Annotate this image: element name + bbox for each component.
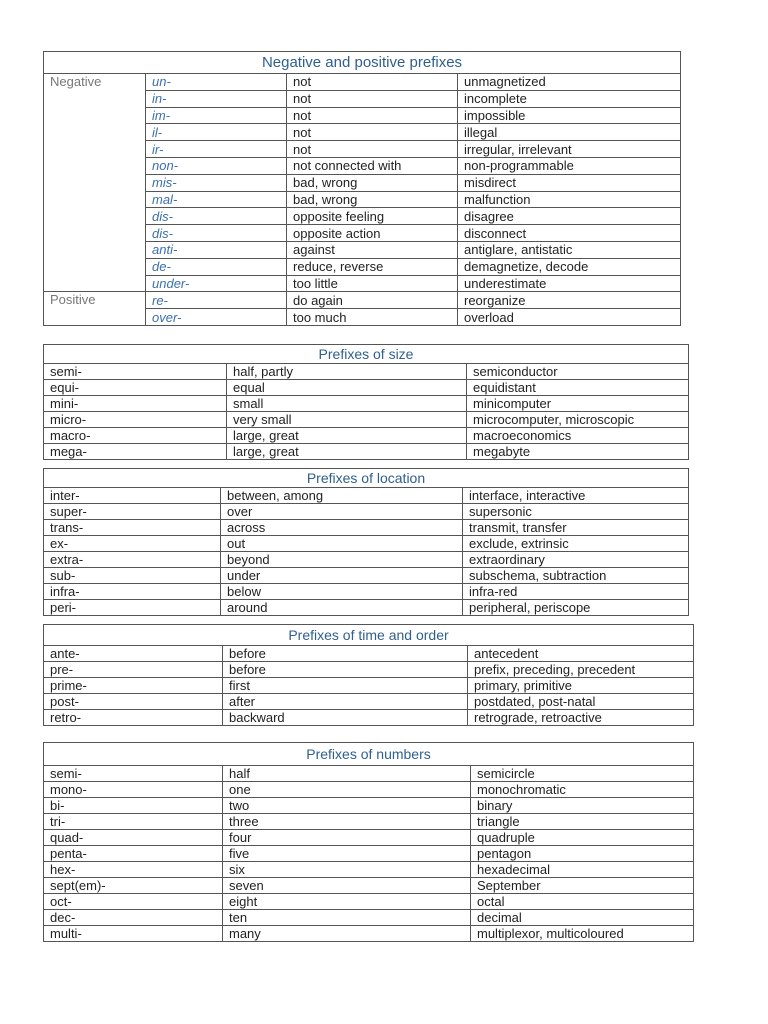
table-row	[44, 862, 694, 878]
table-row	[44, 520, 689, 536]
table-cell: not connected with	[287, 157, 458, 174]
table-cell: bad, wrong	[287, 191, 458, 208]
table-cell: equidistant	[467, 380, 689, 396]
table-row	[44, 662, 694, 678]
table-cell: multi-	[44, 926, 223, 942]
table-cell: infra-red	[463, 584, 689, 600]
table-cell: reorganize	[458, 292, 681, 309]
table-cell: subschema, subtraction	[463, 568, 689, 584]
table-row	[44, 292, 681, 309]
table-cell: between, among	[221, 488, 463, 504]
table-cell: primary, primitive	[468, 678, 694, 694]
table-cell: mono-	[44, 782, 223, 798]
table-cell: not	[287, 74, 458, 91]
table-cell: semicircle	[471, 766, 694, 782]
table-cell: triangle	[471, 814, 694, 830]
table-cell: semi-	[44, 364, 227, 380]
table-cell: too little	[287, 275, 458, 292]
table-cell: retro-	[44, 710, 223, 726]
table-cell: hex-	[44, 862, 223, 878]
table-cell: incomplete	[458, 90, 681, 107]
table-cell: mal-	[146, 191, 287, 208]
table-cell: in-	[146, 90, 287, 107]
table-cell: backward	[223, 710, 468, 726]
table-cell: September	[471, 878, 694, 894]
table-cell: quad-	[44, 830, 223, 846]
table-cell: anti-	[146, 241, 287, 258]
table-cell: bad, wrong	[287, 174, 458, 191]
table-cell: ante-	[44, 646, 223, 662]
table-cell: supersonic	[463, 504, 689, 520]
table-cell: im-	[146, 107, 287, 124]
table-cell: il-	[146, 124, 287, 141]
table-cell: not	[287, 124, 458, 141]
table-cell: half, partly	[227, 364, 467, 380]
table-row	[44, 710, 694, 726]
table-cell: disagree	[458, 208, 681, 225]
table-cell: two	[223, 798, 471, 814]
table-cell: decimal	[471, 910, 694, 926]
table-cell: four	[223, 830, 471, 846]
table-cell: dec-	[44, 910, 223, 926]
table-cell: under	[221, 568, 463, 584]
table-cell: very small	[227, 412, 467, 428]
table-row	[44, 536, 689, 552]
table-cell: transmit, transfer	[463, 520, 689, 536]
table-row	[44, 646, 694, 662]
table-cell: post-	[44, 694, 223, 710]
table-cell: beyond	[221, 552, 463, 568]
table-cell: pre-	[44, 662, 223, 678]
table-cell: underestimate	[458, 275, 681, 292]
table-cell: prime-	[44, 678, 223, 694]
table-cell: prefix, preceding, precedent	[468, 662, 694, 678]
table-row	[44, 364, 689, 380]
table-cell: micro-	[44, 412, 227, 428]
table-cell: large, great	[227, 428, 467, 444]
table-cell: not	[287, 107, 458, 124]
table-cell: antecedent	[468, 646, 694, 662]
table-cell: after	[223, 694, 468, 710]
table-cell: non-programmable	[458, 157, 681, 174]
table-cell: seven	[223, 878, 471, 894]
table-cell: ir-	[146, 141, 287, 158]
table-cell: opposite action	[287, 225, 458, 242]
table-cell: retrograde, retroactive	[468, 710, 694, 726]
table-title: Prefixes of time and order	[44, 625, 694, 646]
table-cell: dis-	[146, 225, 287, 242]
table-cell: below	[221, 584, 463, 600]
table-row	[44, 504, 689, 520]
table-cell: penta-	[44, 846, 223, 862]
table-cell: peripheral, periscope	[463, 600, 689, 616]
table-cell: unmagnetized	[458, 74, 681, 91]
table-cell: three	[223, 814, 471, 830]
table-row	[44, 380, 689, 396]
table-cell: antiglare, antistatic	[458, 241, 681, 258]
table-cell: many	[223, 926, 471, 942]
table-title: Prefixes of numbers	[44, 743, 694, 766]
table-cell: minicomputer	[467, 396, 689, 412]
table-cell: eight	[223, 894, 471, 910]
table-row	[44, 894, 694, 910]
table-cell: inter-	[44, 488, 221, 504]
table-title: Prefixes of size	[44, 345, 689, 364]
number-prefixes-table	[43, 742, 694, 942]
table-cell: around	[221, 600, 463, 616]
table-cell: small	[227, 396, 467, 412]
location-prefixes-table	[43, 468, 689, 616]
table-cell: bi-	[44, 798, 223, 814]
table-cell: before	[223, 646, 468, 662]
table-row	[44, 782, 694, 798]
table-row	[44, 926, 694, 942]
table-row	[44, 396, 689, 412]
table-cell: across	[221, 520, 463, 536]
table-cell: super-	[44, 504, 221, 520]
time-order-prefixes-table	[43, 624, 694, 726]
table-row	[44, 412, 689, 428]
negative-positive-prefixes-table	[43, 51, 681, 326]
table-title: Negative and positive prefixes	[44, 52, 681, 74]
table-row	[44, 428, 689, 444]
table-cell: mis-	[146, 174, 287, 191]
table-cell: half	[223, 766, 471, 782]
table-row	[44, 694, 694, 710]
table-cell: out	[221, 536, 463, 552]
table-cell: macroeconomics	[467, 428, 689, 444]
table-cell: megabyte	[467, 444, 689, 460]
table-cell: tri-	[44, 814, 223, 830]
size-prefixes-table	[43, 344, 689, 460]
table-row	[44, 678, 694, 694]
table-cell: extra-	[44, 552, 221, 568]
table-cell: binary	[471, 798, 694, 814]
table-cell: macro-	[44, 428, 227, 444]
table-cell: equal	[227, 380, 467, 396]
table-cell: do again	[287, 292, 458, 309]
table-cell: sub-	[44, 568, 221, 584]
table-cell: ten	[223, 910, 471, 926]
table-cell: too much	[287, 309, 458, 326]
table-row	[44, 910, 694, 926]
table-cell: mini-	[44, 396, 227, 412]
table-row	[44, 814, 694, 830]
table-cell: trans-	[44, 520, 221, 536]
table-cell: octal	[471, 894, 694, 910]
table-cell: exclude, extrinsic	[463, 536, 689, 552]
table-cell: ex-	[44, 536, 221, 552]
table-cell: semi-	[44, 766, 223, 782]
table-cell: illegal	[458, 124, 681, 141]
table-row	[44, 568, 689, 584]
table-cell: misdirect	[458, 174, 681, 191]
table-cell: de-	[146, 258, 287, 275]
table-cell: peri-	[44, 600, 221, 616]
table-cell: large, great	[227, 444, 467, 460]
table-cell: impossible	[458, 107, 681, 124]
table-row	[44, 552, 689, 568]
table-row	[44, 878, 694, 894]
table-cell: reduce, reverse	[287, 258, 458, 275]
table-cell: infra-	[44, 584, 221, 600]
table-cell: un-	[146, 74, 287, 91]
table-cell: under-	[146, 275, 287, 292]
table-cell: mega-	[44, 444, 227, 460]
table-cell: malfunction	[458, 191, 681, 208]
table-row	[44, 600, 689, 616]
table-cell: pentagon	[471, 846, 694, 862]
table-cell: over-	[146, 309, 287, 326]
table-cell: equi-	[44, 380, 227, 396]
table-cell: non-	[146, 157, 287, 174]
table-cell: demagnetize, decode	[458, 258, 681, 275]
table-cell: against	[287, 241, 458, 258]
table-cell: oct-	[44, 894, 223, 910]
table-cell: over	[221, 504, 463, 520]
table-row	[44, 74, 681, 91]
category-negative: Negative	[44, 74, 146, 292]
table-cell: disconnect	[458, 225, 681, 242]
table-cell: not	[287, 90, 458, 107]
table-cell: re-	[146, 292, 287, 309]
table-cell: overload	[458, 309, 681, 326]
table-cell: five	[223, 846, 471, 862]
table-cell: multiplexor, multicoloured	[471, 926, 694, 942]
table-cell: one	[223, 782, 471, 798]
table-cell: hexadecimal	[471, 862, 694, 878]
table-cell: before	[223, 662, 468, 678]
table-title: Prefixes of location	[44, 469, 689, 488]
table-row	[44, 766, 694, 782]
table-cell: first	[223, 678, 468, 694]
table-cell: extraordinary	[463, 552, 689, 568]
table-cell: semiconductor	[467, 364, 689, 380]
table-cell: irregular, irrelevant	[458, 141, 681, 158]
table-row	[44, 444, 689, 460]
table-cell: sept(em)-	[44, 878, 223, 894]
table-cell: not	[287, 141, 458, 158]
table-cell: interface, interactive	[463, 488, 689, 504]
table-row	[44, 798, 694, 814]
table-row	[44, 846, 694, 862]
table-cell: monochromatic	[471, 782, 694, 798]
table-cell: opposite feeling	[287, 208, 458, 225]
table-row	[44, 488, 689, 504]
category-positive: Positive	[44, 292, 146, 326]
table-cell: six	[223, 862, 471, 878]
table-cell: microcomputer, microscopic	[467, 412, 689, 428]
table-row	[44, 830, 694, 846]
table-row	[44, 584, 689, 600]
table-cell: dis-	[146, 208, 287, 225]
table-cell: quadruple	[471, 830, 694, 846]
table-cell: postdated, post-natal	[468, 694, 694, 710]
